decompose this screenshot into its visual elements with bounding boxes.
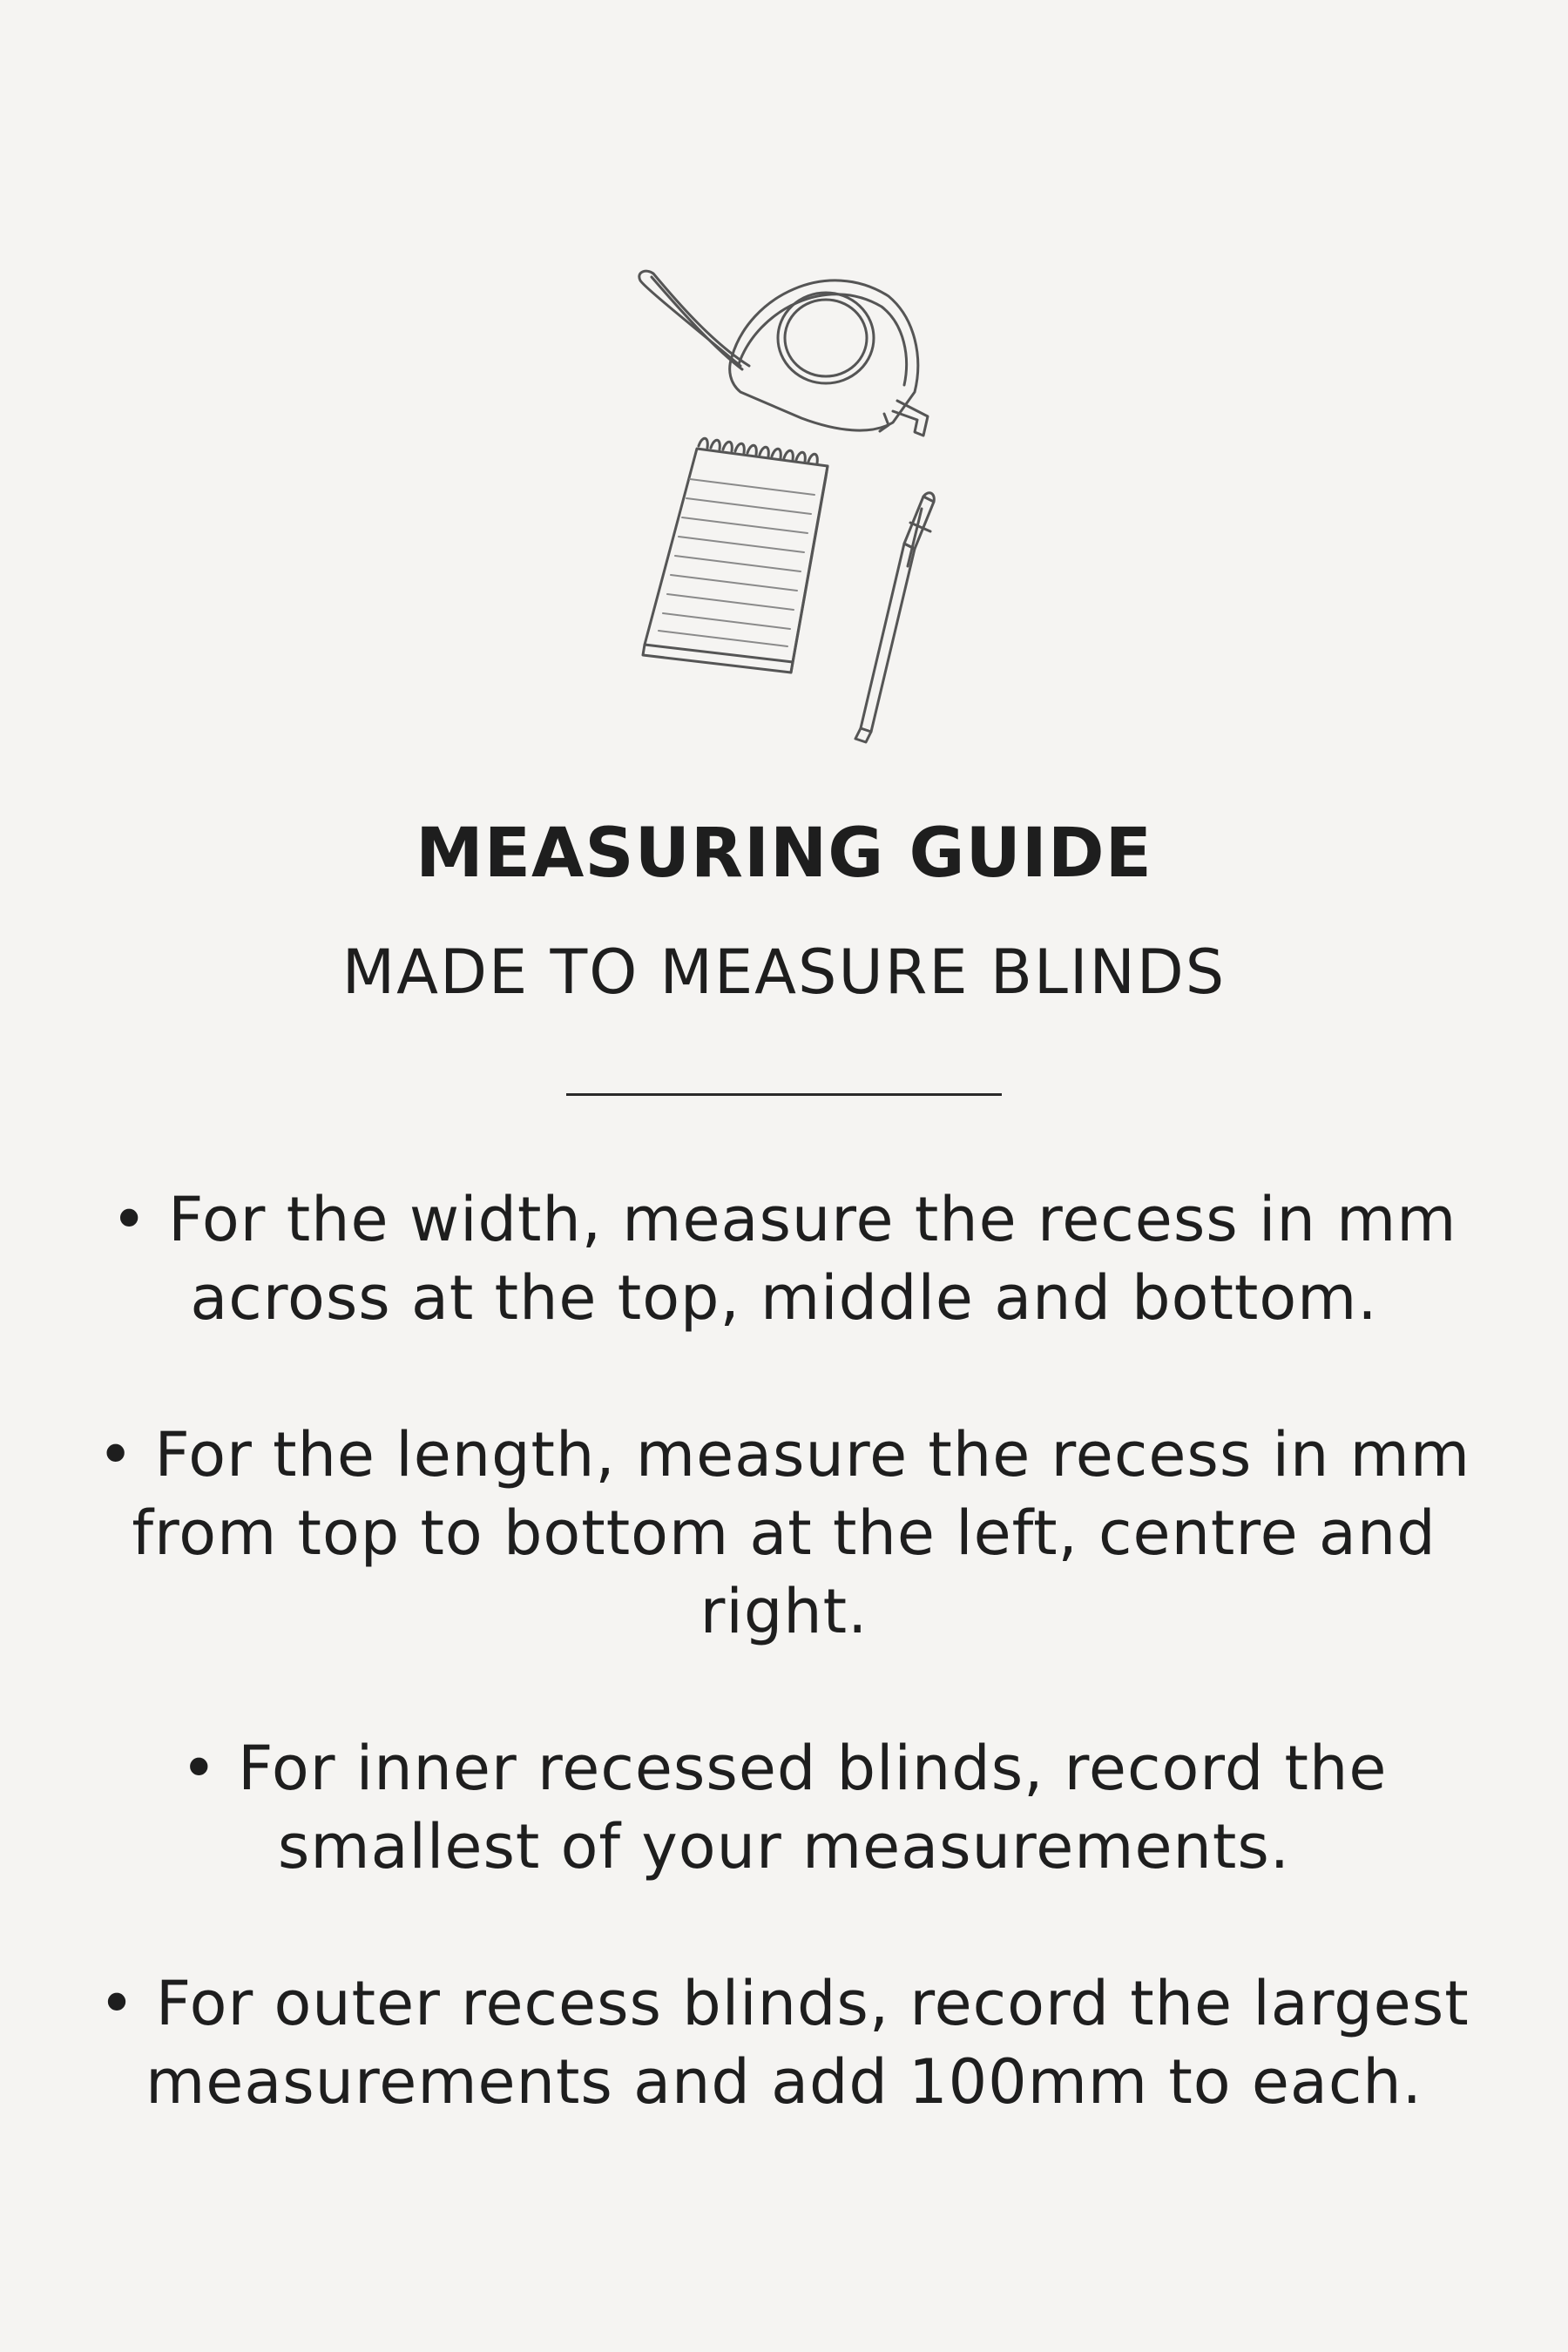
divider — [566, 1093, 1002, 1096]
instruction-length: • For the length, measure the recess in mm from top to bottom at the left, centre and right. — [97, 1419, 1471, 1647]
notepad-icon — [643, 438, 828, 672]
pen-icon — [855, 493, 934, 742]
instruction-inner-recess: • For inner recessed blinds, record the smallest of your measurements. — [180, 1733, 1388, 1882]
measuring-tools-illustration — [627, 261, 941, 749]
tape-measure-icon — [639, 271, 928, 436]
page-subtitle: MADE TO MEASURE BLINDS — [341, 936, 1227, 1008]
instruction-width: • For the width, measure the recess in mm across at the top, middle and bottom. — [111, 1184, 1457, 1334]
instruction-list — [52, 1180, 1516, 2200]
page-title: MEASURING GUIDE — [416, 814, 1152, 893]
instruction-outer-recess: • For outer recess blinds, record the largest measurements and add 100mm to each. — [98, 1968, 1470, 2118]
